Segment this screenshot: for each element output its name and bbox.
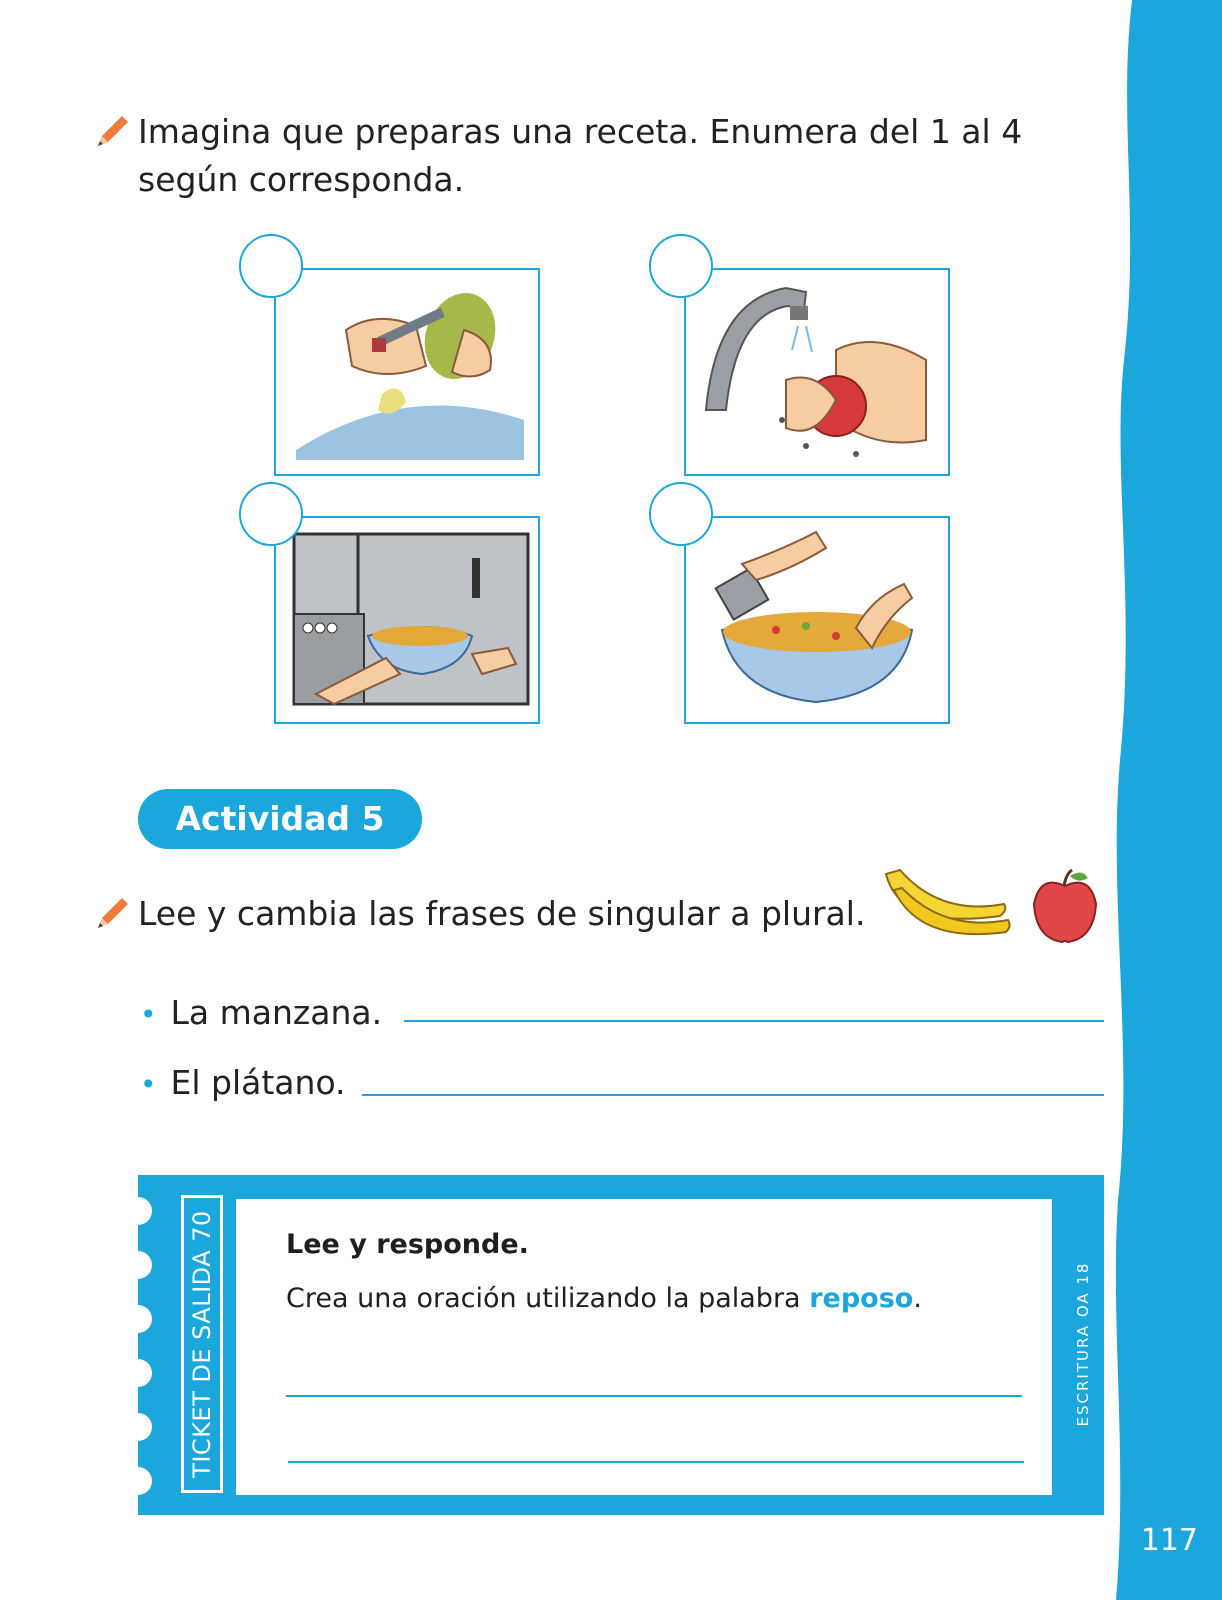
step-number-circle-2[interactable]: [649, 234, 713, 298]
answer-line-1[interactable]: [404, 1020, 1104, 1022]
instruction-line-1: Imagina que preparas una receta. Enumera del 1 al 4: [138, 112, 1023, 151]
instruction-recipe: [92, 108, 1022, 204]
ticket-notch: [124, 1413, 152, 1441]
instruction-plural-text: Lee y cambia las frases de singular a plural.: [138, 894, 866, 933]
ticket-notch: [124, 1305, 152, 1333]
step-number-circle-1[interactable]: [239, 234, 303, 298]
pour-fruit-illustration: [686, 518, 948, 722]
singular-phrase-1: La manzana.: [170, 993, 383, 1032]
singular-phrase-2: El plátano.: [170, 1063, 346, 1102]
page-number: 117: [1140, 1523, 1198, 1558]
step-number-circle-4[interactable]: [649, 482, 713, 546]
list-item: • El plátano.: [140, 1063, 346, 1102]
recipe-step-card-fridge: [274, 516, 540, 724]
pencil-icon: [92, 112, 132, 152]
ticket-side-label: TICKET DE SALIDA 70: [181, 1195, 223, 1493]
ticket-curriculum-code: ESCRITURA OA 18: [1074, 1261, 1092, 1427]
peel-fruit-illustration: [276, 270, 538, 474]
ticket-keyword: reposo: [809, 1283, 914, 1314]
answer-line-2[interactable]: [362, 1094, 1104, 1096]
fridge-bowl-illustration: [276, 518, 538, 722]
list-item: • La manzana.: [140, 993, 383, 1032]
ticket-prompt: Crea una oración utilizando la palabra reposo.: [286, 1283, 922, 1314]
ticket-notch: [124, 1251, 152, 1279]
ticket-answer-line-1[interactable]: [286, 1395, 1022, 1397]
ticket-notch: [124, 1197, 152, 1225]
ticket-answer-line-2[interactable]: [288, 1461, 1024, 1463]
recipe-step-card-pour: [684, 516, 950, 724]
recipe-step-card-wash: [684, 268, 950, 476]
instruction-line-2: según corresponda.: [138, 160, 465, 199]
exit-ticket: [138, 1175, 1104, 1515]
page-edge-band: [1110, 0, 1222, 1600]
ticket-title: Lee y responde.: [286, 1229, 529, 1260]
ticket-notch: [124, 1359, 152, 1387]
instruction-plural: [92, 890, 865, 938]
apple-icon: [1030, 866, 1100, 946]
activity-5-badge: Actividad 5: [138, 789, 422, 849]
recipe-step-card-peel: [274, 268, 540, 476]
ticket-notch: [124, 1467, 152, 1495]
wash-apple-illustration: [686, 270, 948, 474]
pencil-icon: [92, 894, 132, 934]
step-number-circle-3[interactable]: [239, 482, 303, 546]
banana-icon: [880, 860, 1016, 950]
ticket-body: [236, 1199, 1052, 1495]
